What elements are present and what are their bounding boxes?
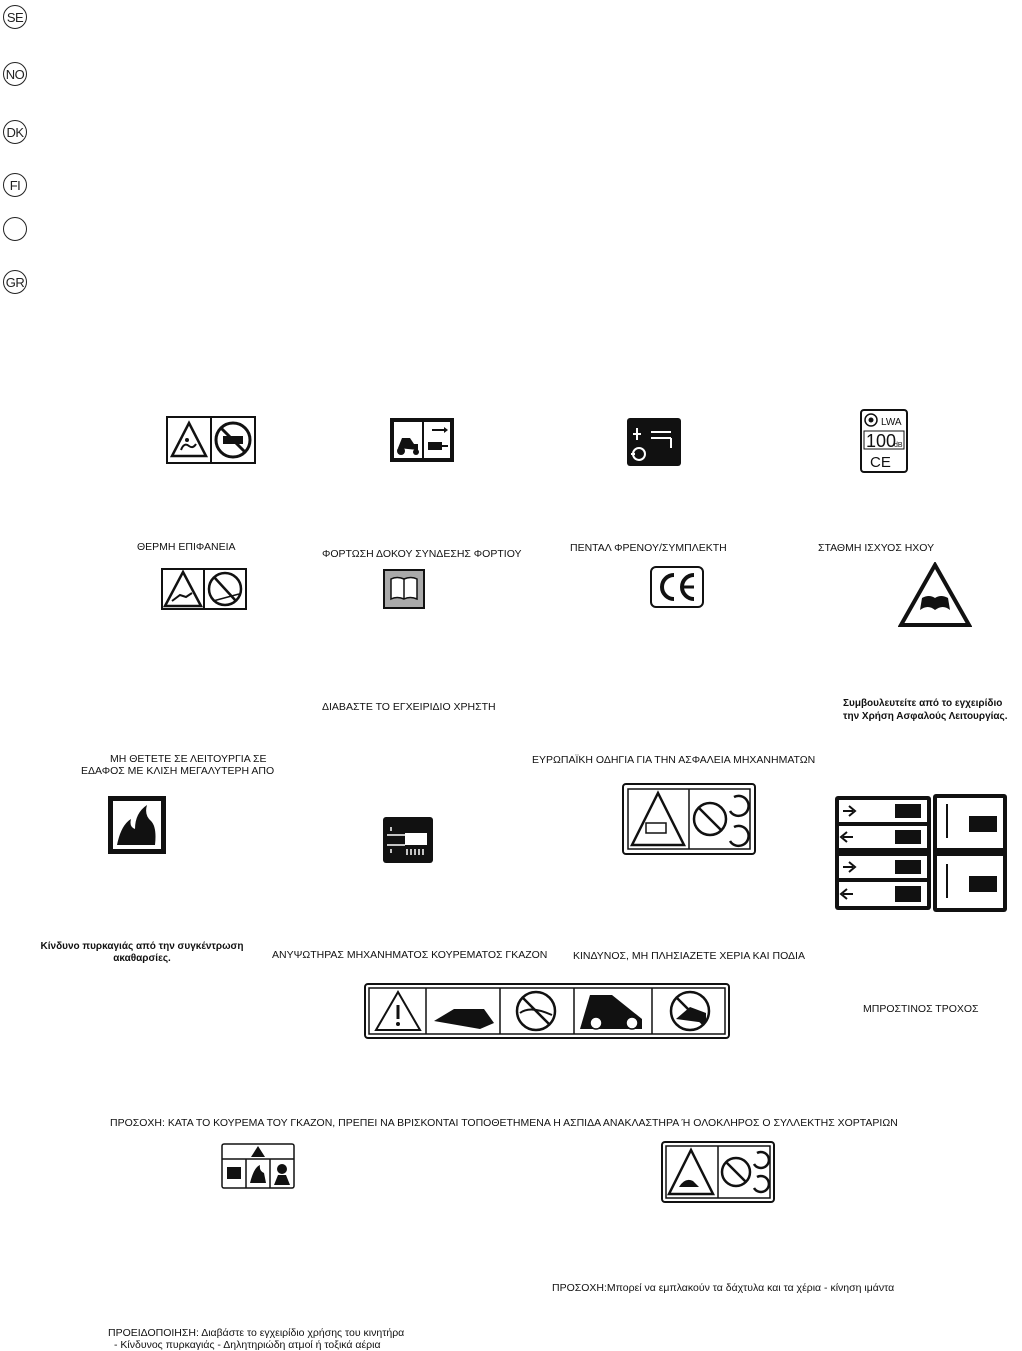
caption-brake-pedal: ΠΕΝΤΑΛ ΦΡΕΝΟΥ/ΣΥΜΠΛΕΚΤΗ (570, 542, 727, 554)
sound-power-decal (860, 409, 908, 473)
sound-power-value: 100 (866, 431, 897, 451)
caption-eu-directive: ΕΥΡΩΠΑΪΚΗ ΟΔΗΓΙΑ ΓΙΑ ΤΗΝ ΑΣΦΑΛΕΙΑ ΜΗΧΑΝΗΜΑΤΩΝ (532, 754, 816, 766)
fire-hazard-decal (107, 795, 167, 855)
language-badge-blank (3, 217, 27, 241)
caption-sound-power: ΣΤΑΘΜΗ ΙΣΧΥΟΣ ΗΧΟΥ (818, 542, 935, 554)
caption-read-manual: ΔΙΑΒΑΣΤΕ ΤΟ ΕΓΧΕΙΡΙΔΙΟ ΧΡΗΣΤΗ (322, 701, 496, 713)
consult-manual-decal (898, 562, 972, 628)
caption-hot-surface: ΘΕΡΜΗ ΕΠΙΦΑΝΕΙΑ (137, 541, 236, 553)
caption-consult-manual-1: Συμβουλευτείτε από το εγχειρίδιο (843, 698, 1003, 709)
caption-front-wheel: ΜΠΡΟΣΤΙΝΟΣ ΤΡΟΧΟΣ (863, 1003, 979, 1015)
mower-lift-decal (383, 817, 433, 863)
sound-power-unit-label: LWA (881, 417, 902, 428)
caption-slope-2: ΕΔΑΦΟΣ ΜΕ ΚΛΙΣΗ ΜΕΓΑΛΥΤΕΡΗ ΑΠΟ (81, 765, 275, 777)
keep-away-decal (622, 783, 756, 855)
caption-keep-away: ΚΙΝΔΥΝΟΣ, ΜΗ ΠΛΗΣΙΑΖΕΤΕ ΧΕΡΙΑ ΚΑΙ ΠΟΔΙΑ (573, 950, 805, 962)
caption-belt-warning: ΠΡΟΣΟΧΗ:Μπορεί να εμπλακούν τα δάχτυλα και τα χέρια - κίνηση ιμάντα (552, 1282, 895, 1294)
brake-pedal-decal (627, 418, 681, 466)
language-badge-se: SE (3, 5, 27, 29)
caption-fire-1: Κίνδυνο πυρκαγιάς από την συγκέντρωση (40, 941, 244, 952)
language-badge-dk: DK (3, 120, 27, 144)
language-badge-gr: GR (3, 270, 27, 294)
belt-warning-decal (661, 1141, 775, 1203)
read-manual-decal (383, 569, 425, 609)
caption-engine-warning-1: ΠΡΟΕΙΔΟΠΟΙΗΣΗ: Διαβάστε το εγχειρίδιο χρήσης του κινητήρα (108, 1327, 405, 1339)
caption-mower-lift: ΑΝΥΨΩΤΗΡΑΣ ΜΗΧΑΝΗΜΑΤΟΣ ΚΟΥΡΕΜΑΤΟΣ ΓΚΑΖΟΝ (272, 949, 548, 961)
ce-mark-small: CE (870, 454, 891, 471)
caption-consult-manual-2: την Χρήση Ασφαλούς Λειτουργίας. (843, 711, 1008, 722)
language-badge-fi: FI (3, 173, 27, 197)
language-badge-no: NO (3, 62, 27, 86)
towbar-load-decal (390, 418, 454, 462)
caption-engine-warning-2: - Κίνδυνος πυρκαγιάς - Δηλητηριώδη ατμοί ή τοξικά αέρια (114, 1339, 381, 1351)
front-wheel-decal (835, 794, 1007, 912)
sound-power-db: dB (894, 442, 903, 449)
ce-mark-decal (650, 566, 704, 608)
hot-surface-decal (166, 416, 256, 464)
caption-attention-cutting: ΠΡΟΣΟΧΗ: ΚΑΤΑ ΤΟ ΚΟΥΡΕΜΑ ΤΟΥ ΓΚΑΖΟΝ, ΠΡΕΠΕΙ ΝΑ ΒΡΙΣΚΟΝΤΑΙ ΤΟΠΟΘΕΤΗΜΕΝΑ Η ΑΣΠΙΔΑ ΑΝΑΚΛΑΣΤΗΡΑ Ή ΟΛΟΚΛΗΡΟΣ Ο ΣΥΛΛΕΚΤΗΣ ΧΟΡΤΑΡΙΩΝ (110, 1117, 898, 1129)
slope-warning-decal (161, 568, 247, 610)
caption-slope-1: ΜΗ ΘΕΤΕΤΕ ΣΕ ΛΕΙΤΟΥΡΓΙΑ ΣΕ (110, 753, 267, 765)
caption-fire-2: ακαθαρσίες. (113, 953, 171, 964)
mower-warning-strip-decal (364, 983, 730, 1039)
engine-warning-decal (221, 1143, 295, 1189)
caption-towbar-load: ΦΟΡΤΩΣΗ ΔΟΚΟΥ ΣΥΝΔΕΣΗΣ ΦΟΡΤΙΟΥ (322, 548, 522, 560)
